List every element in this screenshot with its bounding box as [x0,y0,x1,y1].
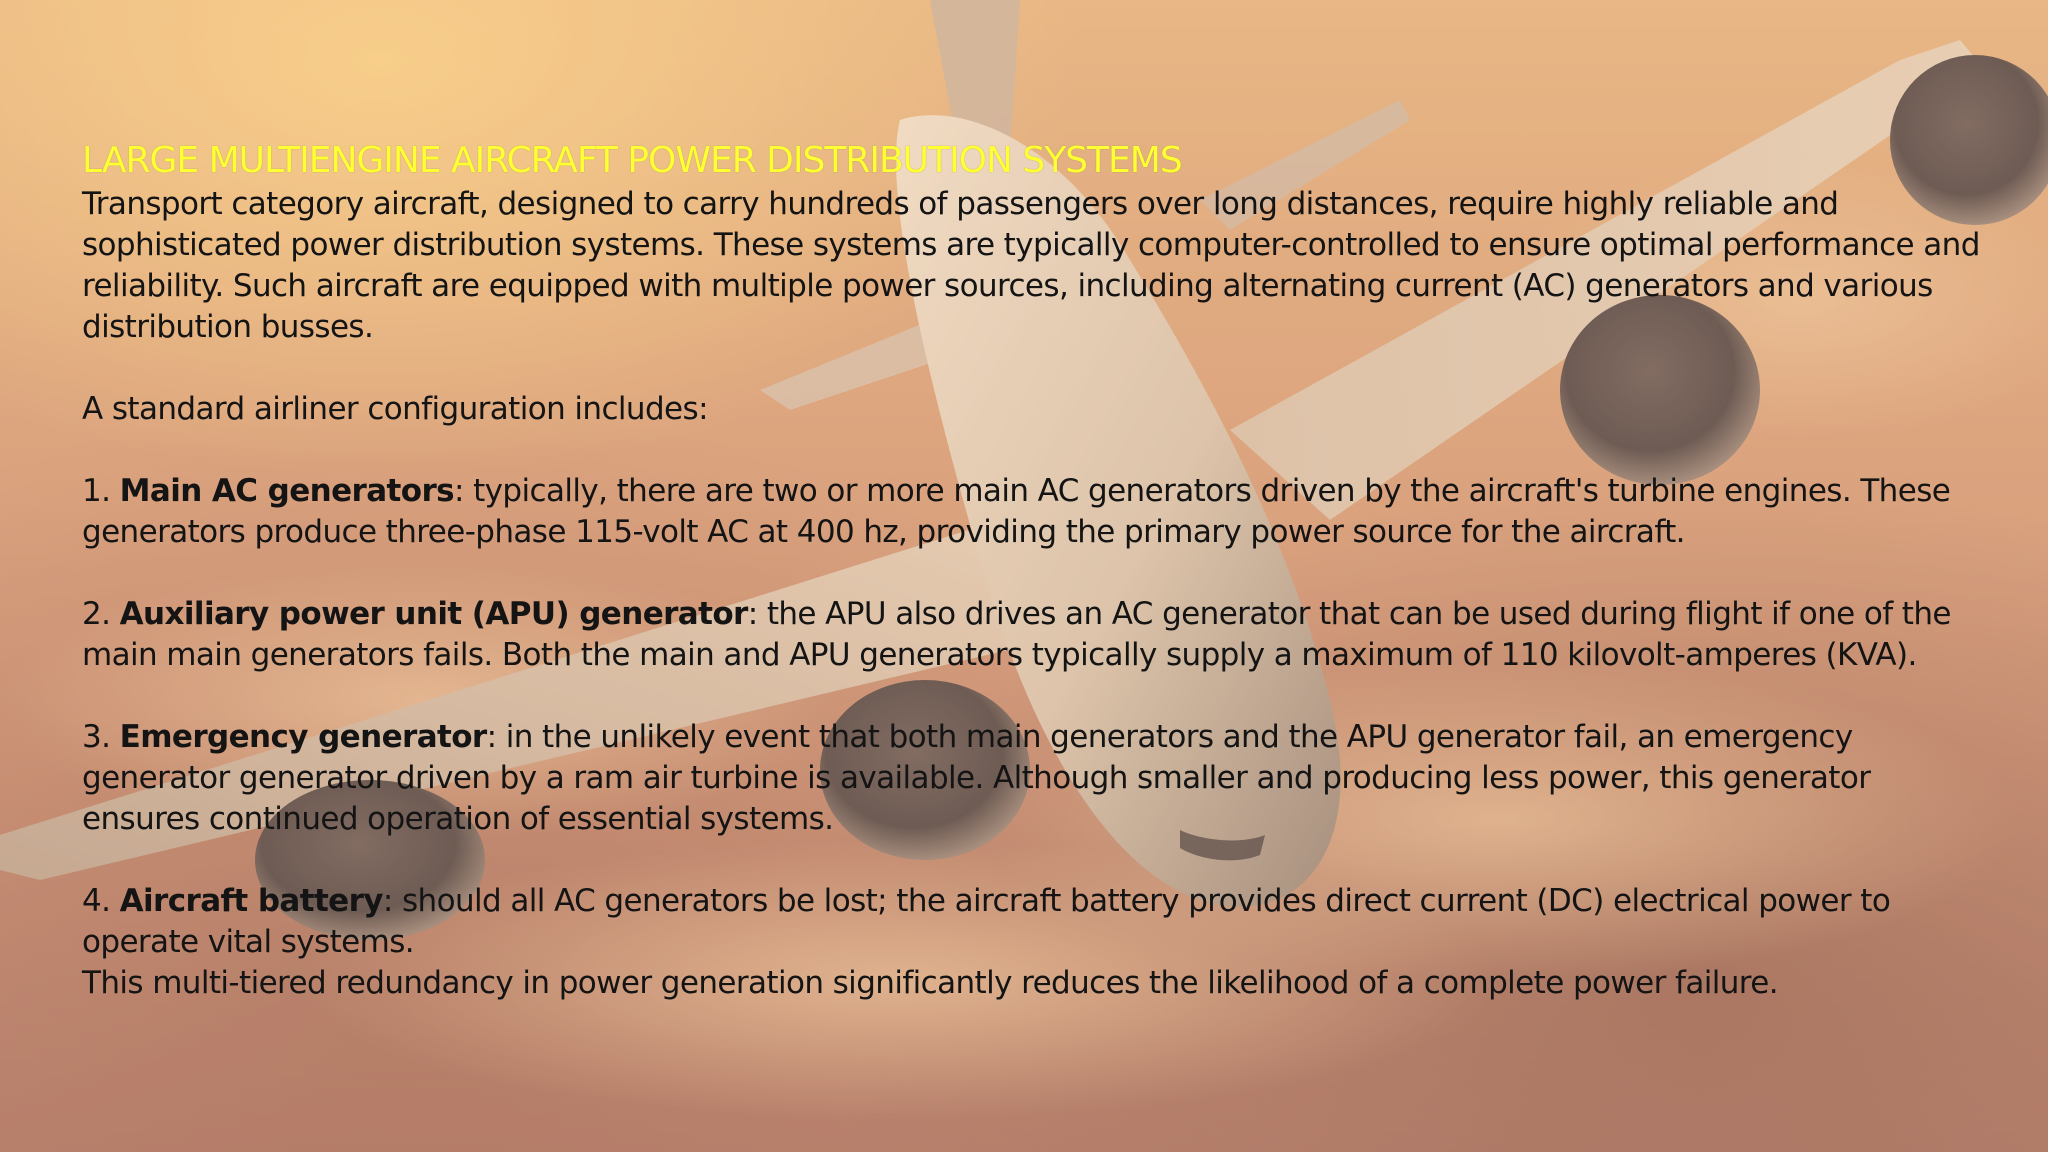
item-term: Auxiliary power unit (APU) generator [119,596,748,632]
list-item [82,881,1982,963]
list-item [82,471,1982,553]
spacer [82,553,1982,594]
config-lead: A standard airliner configuration includes: [82,391,708,427]
item-number: 4. [82,883,120,919]
item-text: : the APU also drives an AC generator that can be used during flight if one of the main main generators fails. Both the main and APU generators typically supply a maximum of 110 kilovolt-amperes (KVA). [82,596,1951,673]
item-term: Aircraft battery [119,883,383,919]
item-text: : should all AC generators be lost; the aircraft battery provides direct current (DC) electrical power to operate vital systems. [82,883,1891,960]
slide-title: LARGE MULTIENGINE AIRCRAFT POWER DISTRIBUTION SYSTEMS [82,140,1182,181]
item-term: Main AC generators [119,473,455,509]
list-item [82,594,1982,676]
item-term: Emergency generator [119,719,487,755]
closing-paragraph: This multi-tiered redundancy in power generation significantly reduces the likelihood of a complete power failure. [82,965,1778,1001]
spacer [82,430,1982,471]
item-text: : in the unlikely event that both main generators and the APU generator fail, an emergency generator generator driven by a ram air turbine is available. Although smaller and producing less power, this generator ensures continued operation of essential systems. [82,719,1871,837]
spacer [82,676,1982,717]
item-number: 1. [82,473,120,509]
item-number: 2. [82,596,120,632]
intro-paragraph: Transport category aircraft, designed to carry hundreds of passengers over long distances, require highly reliable and sophisticated power distribution systems. These systems are typically computer-controlled to ensure optimal performance and reliability. Such aircraft are equipped with multiple power sources, including alternating current (AC) generators and various distribution busses. [82,186,1980,345]
spacer [82,348,1982,389]
list-item [82,717,1982,840]
spacer [82,840,1982,881]
slide-content [82,138,1982,1004]
item-text: : typically, there are two or more main AC generators driven by the aircraft's turbine engines. These generators produce three-phase 115-volt AC at 400 hz, providing the primary power source for the aircraft. [82,473,1951,550]
item-number: 3. [82,719,120,755]
